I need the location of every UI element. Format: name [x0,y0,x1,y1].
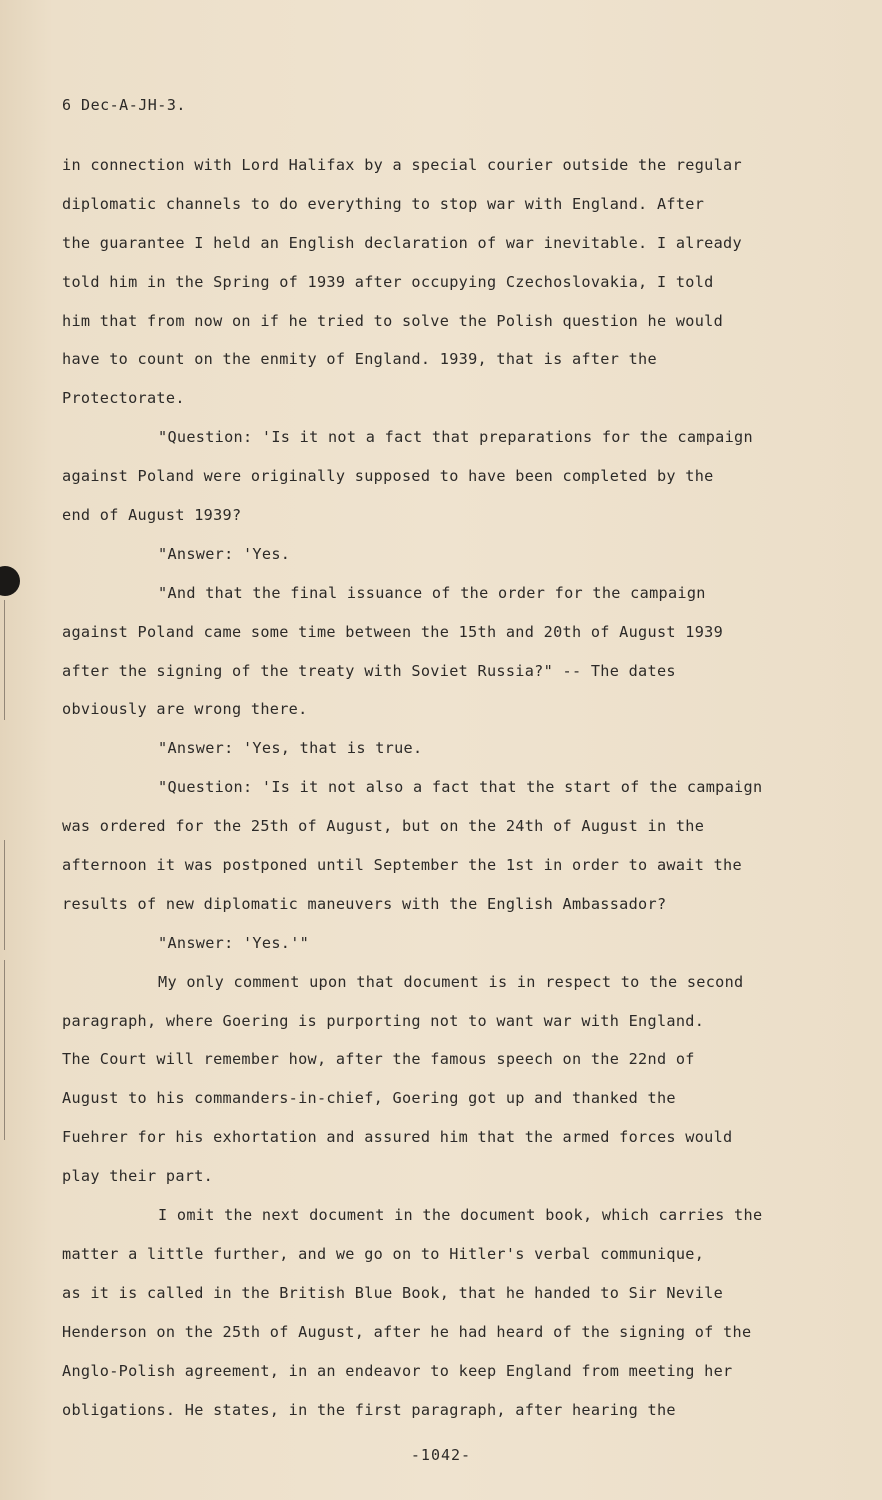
text-line: "Question: 'Is it not also a fact that the start of the campaign [158,778,763,797]
paragraph [62,578,842,734]
transcript-body [62,150,842,1433]
page-number: -1042- [410,1446,472,1464]
edge-mark [4,960,5,1140]
edge-mark [4,840,5,950]
paragraph [62,150,842,422]
text-line: have to count on the enmity of England. 1939, that is after the [62,350,657,369]
text-line: "Answer: 'Yes, that is true. [158,739,423,758]
text-line: "Answer: 'Yes. [158,544,291,563]
paragraph [62,1200,842,1433]
text-line: as it is called in the British Blue Book, that he handed to Sir Nevile [62,1283,724,1302]
text-line: Anglo-Polish agreement, in an endeavor to keep England from meeting her [62,1361,733,1380]
document-reference: 6 Dec-A-JH-3. [62,96,186,114]
binder-hole [0,566,20,596]
paragraph [62,772,842,928]
paragraph [62,928,842,967]
text-line: told him in the Spring of 1939 after occupying Czechoslovakia, I told [62,272,714,291]
text-line: him that from now on if he tried to solve the Polish question he would [62,311,724,330]
text-line: Fuehrer for his exhortation and assured him that the armed forces would [62,1128,733,1147]
text-line: August to his commanders-in-chief, Goering got up and thanked the [62,1089,676,1108]
text-line: "Question: 'Is it not a fact that preparations for the campaign [158,428,753,447]
edge-mark [4,600,5,720]
text-line: diplomatic channels to do everything to stop war with England. After [62,194,705,213]
paragraph [62,967,842,1200]
text-line: paragraph, where Goering is purporting not to want war with England. [62,1011,705,1030]
text-line: I omit the next document in the document book, which carries the [158,1206,763,1225]
paragraph [62,539,842,578]
text-line: obligations. He states, in the first paragraph, after hearing the [62,1400,676,1419]
text-line: in connection with Lord Halifax by a special courier outside the regular [62,156,742,174]
text-line: end of August 1939? [62,506,242,525]
text-line: matter a little further, and we go on to Hitler's verbal communique, [62,1244,705,1263]
paragraph [62,422,842,539]
text-line: the guarantee I held an English declaration of war inevitable. I already [62,233,742,252]
text-line: results of new diplomatic maneuvers with the English Ambassador? [62,894,667,913]
text-line: afternoon it was postponed until September the 1st in order to await the [62,856,742,875]
text-line: was ordered for the 25th of August, but on the 24th of August in the [62,817,705,836]
text-line: Protectorate. [62,389,185,408]
text-line: "Answer: 'Yes.'" [158,933,310,952]
paragraph [62,733,842,772]
text-line: after the signing of the treaty with Soviet Russia?" -- The dates [62,661,676,680]
text-line: My only comment upon that document is in respect to the second [158,972,744,991]
text-line: against Poland came some time between the 15th and 20th of August 1939 [62,622,724,641]
text-line: obviously are wrong there. [62,700,308,719]
text-line: against Poland were originally supposed to have been completed by the [62,467,714,486]
text-line: "And that the final issuance of the order for the campaign [158,583,706,602]
text-line: play their part. [62,1167,214,1186]
text-line: Henderson on the 25th of August, after he had heard of the signing of the [62,1322,752,1341]
text-line: The Court will remember how, after the famous speech on the 22nd of [62,1050,695,1069]
